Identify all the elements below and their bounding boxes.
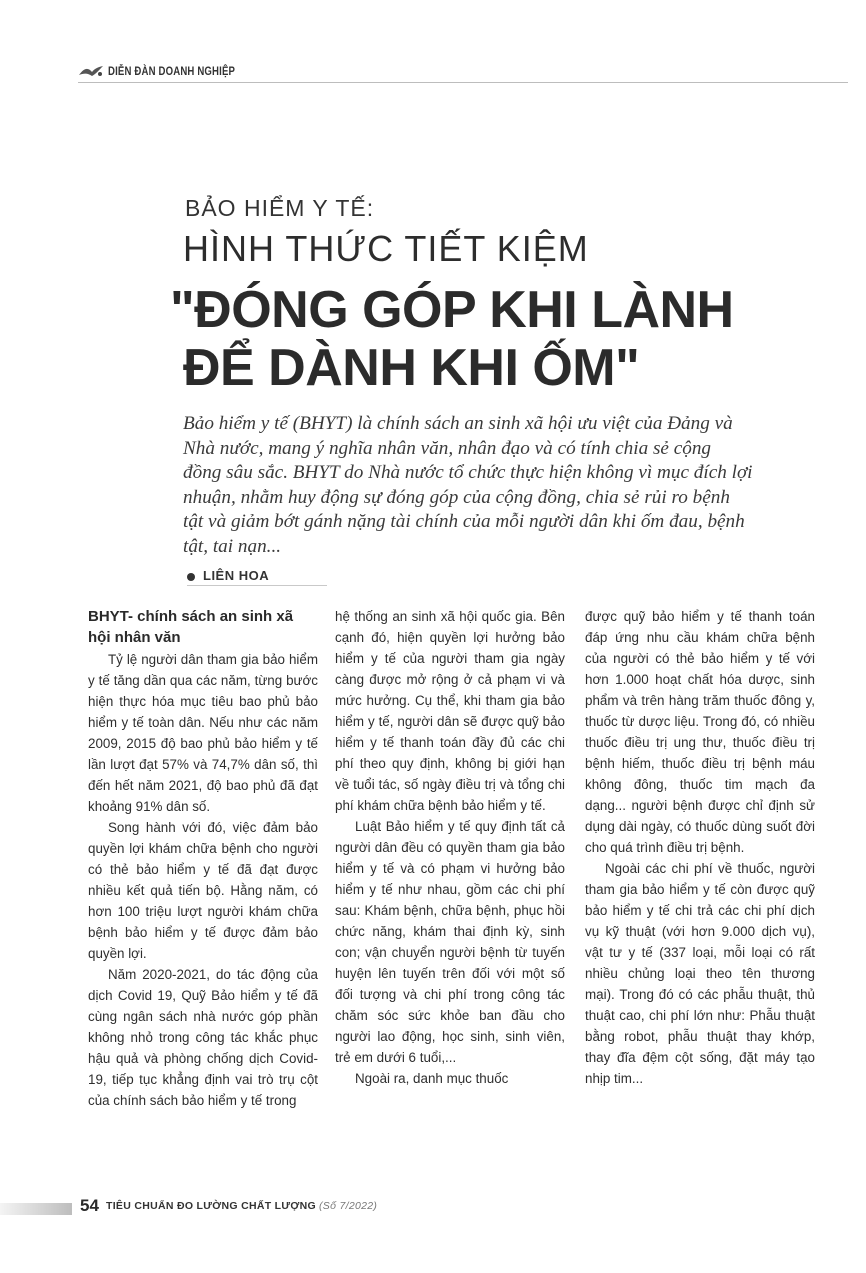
paragraph: Ngoài ra, danh mục thuốc xyxy=(355,1071,509,1086)
author-byline xyxy=(187,568,327,586)
article-title-line-3: ĐỂ DÀNH KHI ỐM" xyxy=(183,339,640,397)
paragraph: Song hành với đó, việc đảm bảo quyền lợi khám chữa bệnh cho người có thẻ bảo hiểm y tế đã đạt được nhiều kết quả tiến bộ. Hằng năm, có hơn 100 triệu lượt người khám chữa bệnh bảo hiểm y tế được đảm bảo quyền lợi. xyxy=(88,820,318,961)
article-title-line-2: "ĐÓNG GÓP KHI LÀNH xyxy=(170,281,734,339)
text-column-1 xyxy=(88,649,318,1111)
swallow-logo-icon xyxy=(78,64,104,78)
page-footer xyxy=(0,1196,866,1226)
page-number: 54 xyxy=(80,1196,99,1215)
paragraph: Năm 2020-2021, do tác động của dịch Covid 19, Quỹ Bảo hiểm y tế đã cùng ngân sách nhà nước góp phần không nhỏ trong công tác khắc phục hậu quả và phòng chống dịch Covid-19, tiếp tục khẳng định vai trò trụ cột của chính sách bảo hiểm y tế trong xyxy=(88,967,318,1108)
article-title-line-1: HÌNH THỨC TIẾT KIỆM xyxy=(183,228,589,269)
issue-number: (Số 7/2022) xyxy=(319,1200,378,1212)
section-subheading: BHYT- chính sách an sinh xã hội nhân văn xyxy=(88,608,294,646)
page-header xyxy=(78,62,848,84)
paragraph: được quỹ bảo hiểm y tế thanh toán đáp ứng nhu cầu khám chữa bệnh của người có thẻ bảo hiểm y tế với hơn 1.000 hoạt chất hóa dược, sinh phẩm và trên hàng trăm thuốc đông y, thuốc từ dược liệu. Trong đó, có nhiều thuốc điều trị ung thư, thuốc điều trị bệnh hiếm, thuốc điều trị bệnh máu không đông, thuốc tim mạch đa dạng... người bệnh được chỉ định sử dụng dài ngày, có thuốc dùng suốt đời cho quá trình điều trị bệnh. xyxy=(585,609,815,855)
article-kicker: BẢO HIỂM Y TẾ: xyxy=(185,195,375,221)
paragraph: hệ thống an sinh xã hội quốc gia. Bên cạnh đó, hiện quyền lợi hưởng bảo hiểm y tế của người tham gia ngày càng được mở rộng ở cả phạm vi và mức hưởng. Cụ thể, khi tham gia bảo hiểm y tế, người dân sẽ được quỹ bảo hiểm y tế thanh toán đầy đủ các chi phí theo quy định, không bị giới hạn về tuổi tác, số ngày điều trị và tổng chi phí khám chữa bệnh bảo hiểm y tế. xyxy=(335,609,565,813)
footer-gradient-bar xyxy=(0,1203,72,1215)
magazine-title: TIÊU CHUẨN ĐO LƯỜNG CHẤT LƯỢNG xyxy=(106,1200,316,1212)
text-column-2 xyxy=(335,606,565,1089)
section-label: DIỄN ĐÀN DOANH NGHIỆP xyxy=(108,64,236,78)
article-lead: Bảo hiểm y tế (BHYT) là chính sách an sinh xã hội ưu việt của Đảng và Nhà nước, mang ý nghĩa nhân văn, nhân đạo và có tính chia sẻ cộng đồng sâu sắc. BHYT do Nhà nước tổ chức thực hiện không vì mục đích lợi nhuận, nhằm huy động sự đóng góp của cộng đồng, chia sẻ rủi ro bệnh tật và giảm bớt gánh nặng tài chính của mỗi người dân khi ốm đau, bệnh tật, tai nạn... xyxy=(183,413,753,557)
paragraph: Luật Bảo hiểm y tế quy định tất cả người dân đều có quyền tham gia bảo hiểm y tế và có phạm vi hưởng bảo hiểm y tế như nhau, gồm các chi phí sau: Khám bệnh, chữa bệnh, phục hồi chức năng, khám thai định kỳ, sinh con; vận chuyển người bệnh từ tuyến huyện lên tuyến trên đối với một số đối tượng và chi phí trong công tác chăm sóc sức khỏe ban đầu cho người lao động, học sinh, sinh viên, trẻ em dưới 6 tuổi,... xyxy=(335,819,565,1065)
paragraph: Tỷ lệ người dân tham gia bảo hiểm y tế tăng dần qua các năm, từng bước hiện thực hóa mục tiêu bao phủ bảo hiểm y tế toàn dân. Nếu như các năm 2009, 2015 độ bao phủ bảo hiểm y tế lần lượt đạt 57% và 74,7% dân số, thì đến hết năm 2021, độ bao phủ đã đạt khoảng 91% dân số. xyxy=(88,652,318,814)
text-column-3 xyxy=(585,606,815,1089)
paragraph: Ngoài các chi phí về thuốc, người tham gia bảo hiểm y tế còn được quỹ bảo hiểm y tế chi trả các chi phí dịch vụ kỹ thuật (với hơn 9.000 dịch vụ), vật tư y tế (337 loại, mỗi loại có rất nhiều chủng loại theo tên thương mại). Trong đó có các phẫu thuật, thủ thuật cao, chi phí lớn như: Phẫu thuật bằng robot, phẫu thuật thay khớp, thay đĩa đệm cột sống, đặt máy tạo nhịp tim... xyxy=(585,861,815,1086)
header-rule xyxy=(78,82,848,83)
magazine-name xyxy=(106,1200,377,1212)
author-name: LIÊN HOA xyxy=(203,568,270,583)
bullet-icon xyxy=(187,573,195,581)
